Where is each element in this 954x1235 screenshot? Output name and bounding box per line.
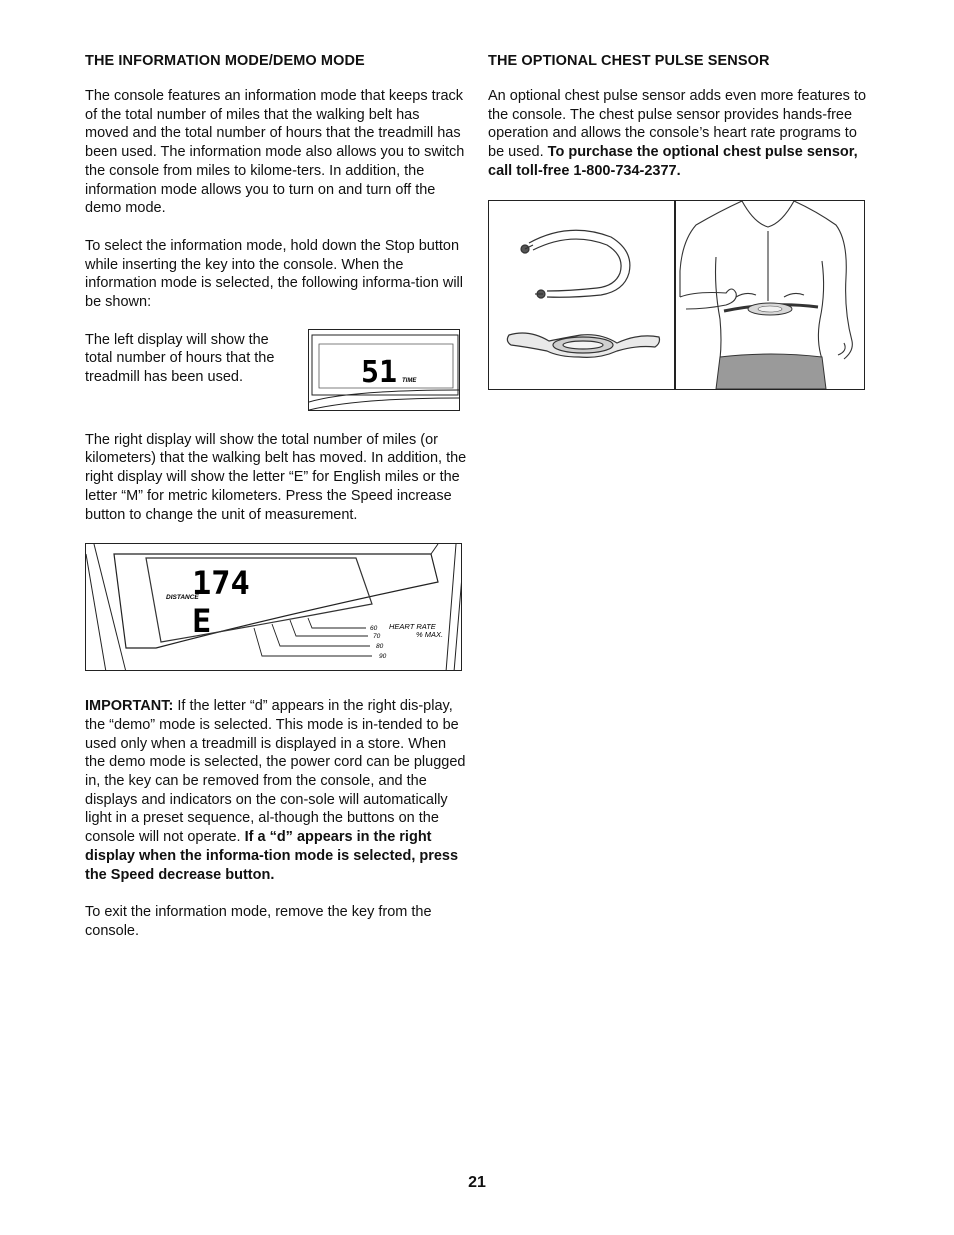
left-column [85, 53, 467, 960]
important-text: If the letter “d” appears in the right dis-play, the “demo” mode is selected. This mode is in-tended to be used only when a treadmill is displayed in a store. When the demo mode is selected, the power cord can be plugged in, the key can be removed from the console, and the displays and indicators on the con-sole will automatically light in a preset sequence, al-though the buttons on the console will not operate. [85, 698, 466, 846]
heart-rate-label: HEART RATE [389, 622, 436, 632]
distance-value: 174 [192, 564, 250, 603]
paragraph-intro: The console features an information mode that keeps track of the total number of miles that the walking belt has moved and the total number of hours that the treadmill has been used. The information mode also allows you to switch the console from miles to kilome-ters. In addition, the information mode allows you to turn on and turn off the demo mode. [85, 88, 465, 217]
percent-max-label: % MAX. [416, 630, 444, 640]
section-heading-information-mode: THE INFORMATION MODE/DEMO MODE [85, 53, 365, 69]
chest-sensor-purchase-text: To purchase the optional chest pulse sensor, call toll-free 1-800-734-2377. [488, 144, 858, 179]
paragraph-chest-sensor [488, 87, 873, 181]
paragraph-left-display: The left display will show the total number of hours that the treadmill has been used. [85, 331, 275, 386]
chest-sensor-text: An optional chest pulse sensor adds even more features to the console. The chest pulse sensor provides hands-free operation and allows the console’s heart rate programs to be used. [488, 88, 867, 161]
figure-chest-pulse-sensor [488, 200, 865, 390]
hours-value: 51 [361, 354, 398, 390]
hr-value-70: 70 [373, 633, 381, 641]
illustration-person-wearing-strap [676, 201, 864, 389]
figure-distance-display [85, 543, 462, 671]
shorts-icon [716, 354, 826, 389]
paragraph-select-mode: To select the information mode, hold down the Stop button while inserting the key into the console. When the information mode is selected, the following informa-tion will be shown: [85, 237, 463, 311]
right-column [488, 53, 873, 390]
strap-icon [521, 230, 630, 298]
hr-value-90: 90 [379, 653, 387, 661]
important-label: IMPORTANT: [85, 698, 174, 715]
figure-hours-display [308, 329, 460, 411]
distance-label: DISTANCE [166, 594, 199, 602]
torso-icon [680, 201, 852, 359]
hr-value-60: 60 [370, 625, 378, 633]
important-bold-text: If a “d” appears in the right display when the informa-tion mode is selected, press the Speed decrease button. [85, 829, 459, 883]
time-label: TIME [402, 377, 417, 384]
paragraph-important [85, 697, 467, 884]
chest-strap-icon [724, 303, 818, 315]
page-number: 21 [468, 1174, 486, 1191]
paragraph-right-display: The right display will show the total number of miles (or kilometers) that the walking belt has moved. In addition, the right display will show the letter “E” for English miles or the letter “M” for metric kilometers. Press the Speed increase button to change the unit of measurement. [85, 431, 467, 523]
illustration-strap-and-sensor [489, 201, 674, 389]
transmitter-icon [507, 333, 659, 357]
hr-value-80: 80 [376, 643, 384, 651]
unit-letter: E [192, 602, 212, 641]
hours-row [85, 331, 467, 431]
section-heading-chest-sensor: THE OPTIONAL CHEST PULSE SENSOR [488, 53, 770, 69]
paragraph-exit: To exit the information mode, remove the key from the console. [85, 904, 432, 939]
